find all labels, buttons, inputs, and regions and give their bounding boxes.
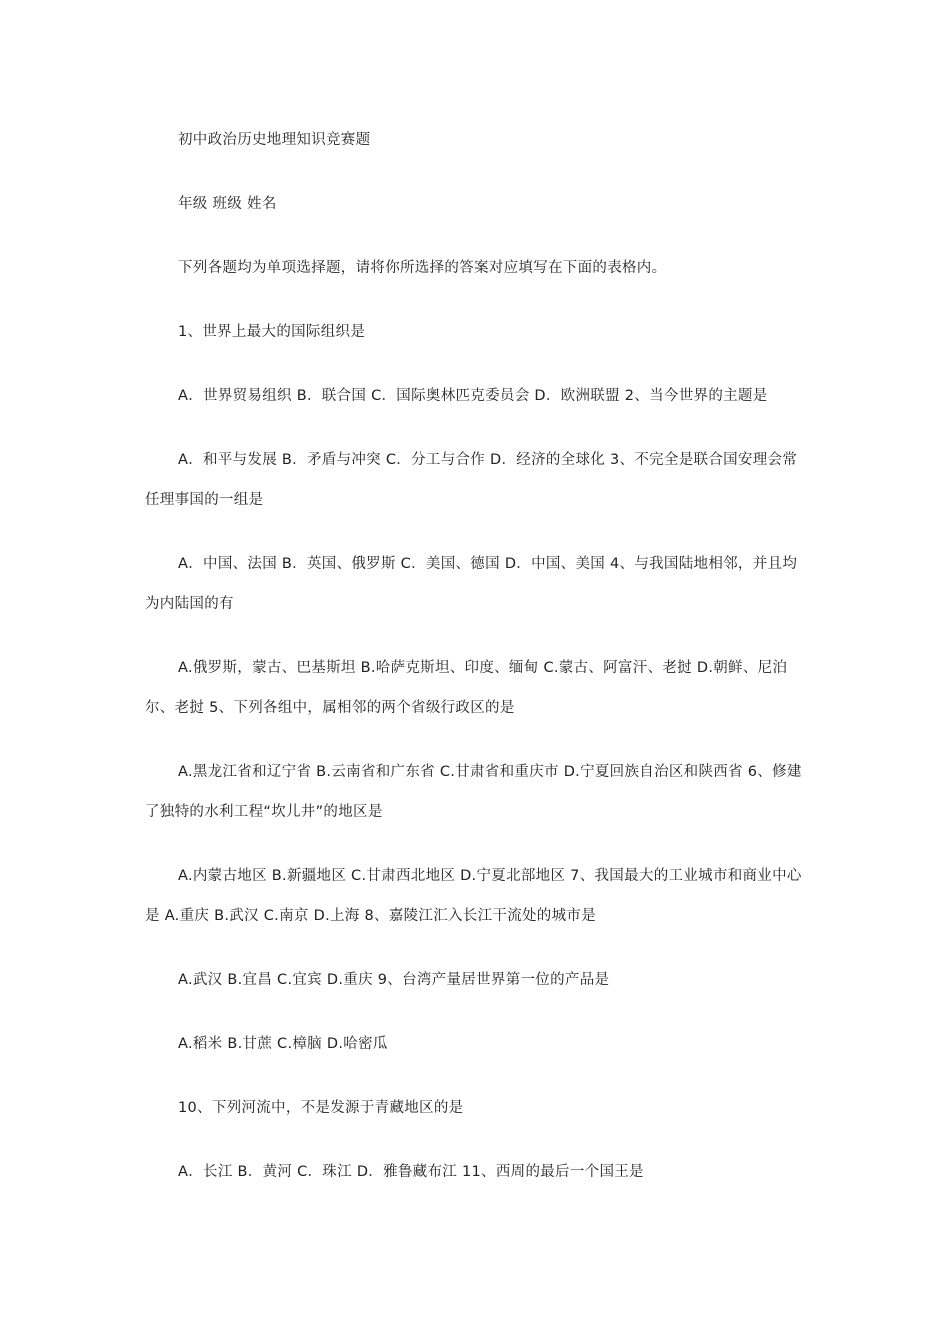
question-paragraph: A.黑龙江省和辽宁省 B.云南省和广东省 C.甘肃省和重庆市 D.宁夏回族自治区和陕西省 6、修建了独特的水利工程“坎儿井”的地区是 (145, 764, 802, 820)
question-paragraph: A.武汉 B.宜昌 C.宜宾 D.重庆 9、台湾产量居世界第一位的产品是 (178, 972, 610, 988)
instructions: 下列各题均为单项选择题，请将你所选择的答案对应填写在下面的表格内。 (178, 260, 667, 276)
question-paragraph: 1、世界上最大的国际组织是 (178, 324, 366, 340)
question-paragraph: A．中国、法国 B．英国、俄罗斯 C．美国、德国 D．中国、美国 4、与我国陆地相邻，并且均为内陆国的有 (145, 556, 798, 612)
question-paragraph: 10、下列河流中，不是发源于青藏地区的是 (178, 1100, 464, 1116)
question-paragraph: A．和平与发展 B．矛盾与冲突 C．分工与合作 D．经济的全球化 3、不完全是联合国安理会常任理事国的一组是 (145, 452, 798, 508)
student-info-line: 年级 班级 姓名 (178, 196, 277, 212)
question-paragraph: A.内蒙古地区 B.新疆地区 C.甘肃西北地区 D.宁夏北部地区 7、我国最大的工业城市和商业中心是 A.重庆 B.武汉 C.南京 D.上海 8、嘉陵江汇入长江干流处的城市是 (145, 868, 802, 924)
question-paragraph: A.稻米 B.甘蔗 C.樟脑 D.哈密瓜 (178, 1036, 388, 1052)
document-title: 初中政治历史地理知识竞赛题 (178, 132, 371, 148)
document-body (145, 120, 805, 1192)
question-paragraph: A.俄罗斯，蒙古、巴基斯坦 B.哈萨克斯坦、印度、缅甸 C.蒙古、阿富汗、老挝 D.朝鲜、尼泊尔、老挝 5、下列各组中，属相邻的两个省级行政区的是 (145, 660, 788, 716)
question-paragraph: A．世界贸易组织 B．联合国 C．国际奥林匹克委员会 D．欧洲联盟 2、当今世界的主题是 (178, 388, 768, 404)
question-paragraph: A．长江 B．黄河 C．珠江 D．雅鲁藏布江 11、西周的最后一个国王是 (178, 1164, 644, 1180)
